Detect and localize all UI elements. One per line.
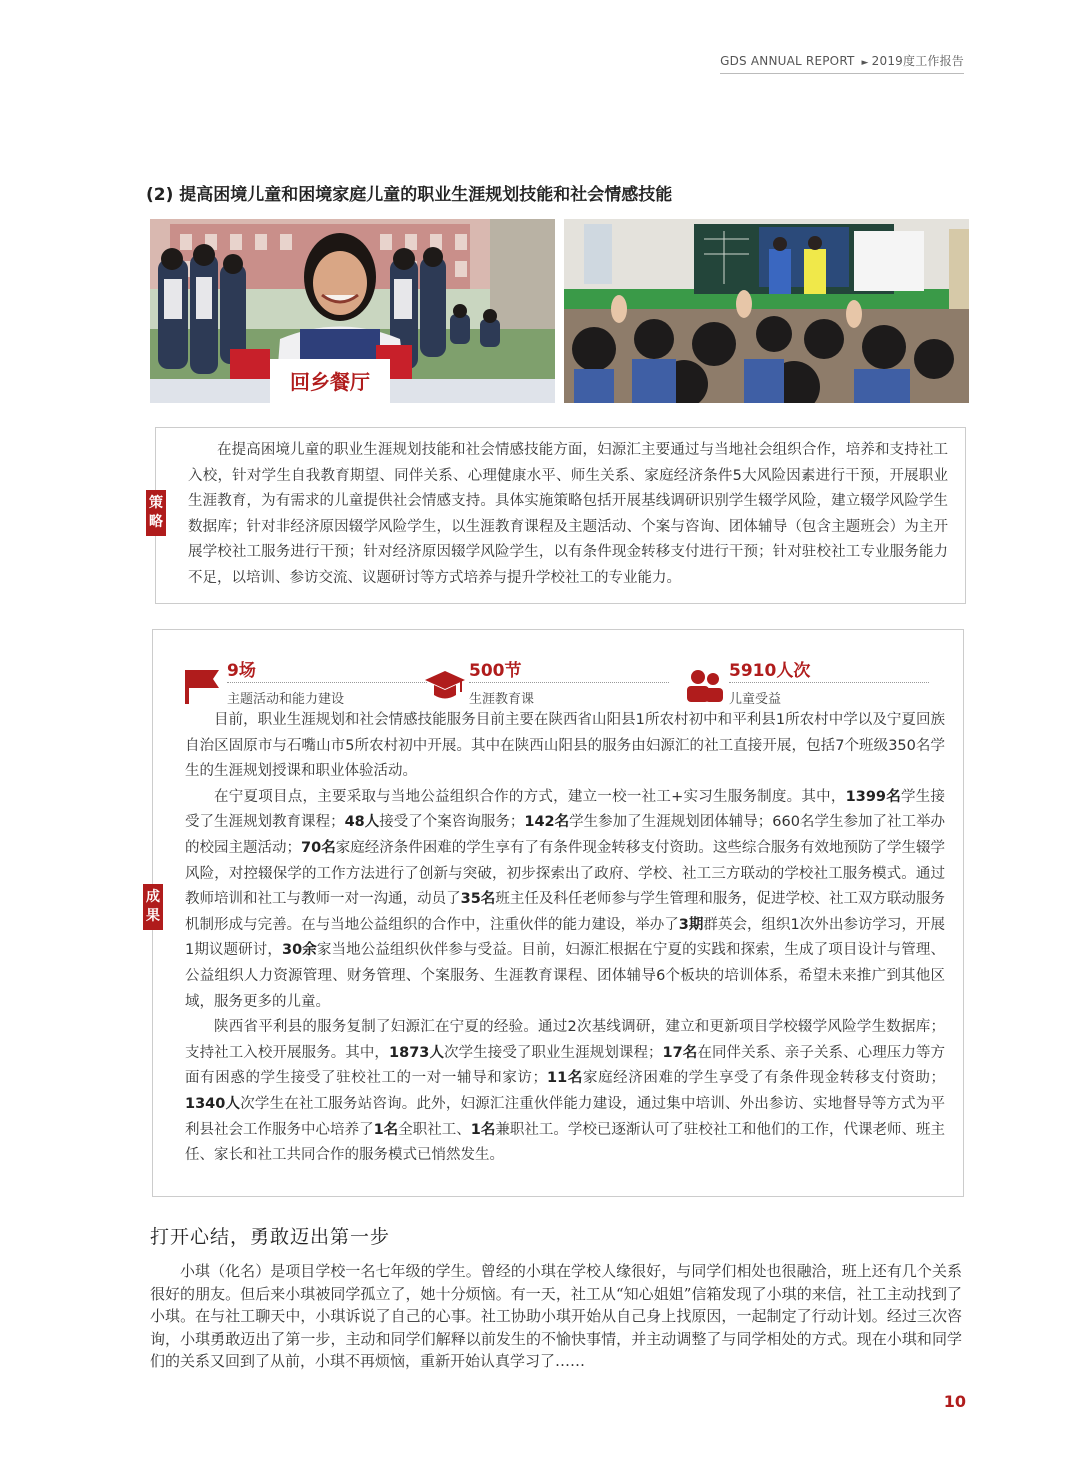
flag-icon [183, 666, 223, 706]
strategy-tag: 策略 [146, 490, 166, 536]
sign-text: 回乡餐厅 [290, 370, 370, 394]
stat-value: 5910人次 [729, 661, 811, 681]
photo-students-outdoor [150, 219, 555, 403]
story-paragraph: 小琪（化名）是项目学校一名七年级的学生。曾经的小琪在学校人缘很好，与同学们相处也很融洽，班上还有几个关系很好的朋友。但后来小琪被同学孤立了，她十分烦恼。有一天，社工从“知心姐姐”信箱发现了小琪的来信，社工主动找到了小琪。在与社工聊天中，小琪诉说了自己的心事。社工协助小琪开始从自己身上找原因，一起制定了行动计划。经过三次咨询，小琪勇敢迈出了第一步，主动和同学们解释以前发生的不愉快事情，并主动调整了与同学相处的方式。现在小琪和同学们的关系又回到了从前，小琪不再烦恼，重新开始认真学习了…… [150, 1262, 962, 1370]
stat-value: 500节 [469, 661, 522, 681]
divider [729, 682, 929, 683]
stat-label: 主题活动和能力建设 [227, 692, 345, 707]
divider [227, 682, 427, 683]
photo-classroom-image [564, 219, 969, 403]
strategy-text: 在提高困境儿童的职业生涯规划技能和社会情感技能方面，妇源汇主要通过与当地社会组织合作，培养和支持社工入校，针对学生自我教育期望、同伴关系、心理健康水平、师生关系、家庭经济条件5大风险因素进行干预，开展职业生涯教育，为有需求的儿童提供社会情感支持。具体实施策略包括开展基线调研识别学生辍学风险，建立辍学风险学生数据库；针对非经济原因辍学风险学生，以生涯教育课程及主题活动、个案与咨询、团体辅导（包含主题班会）为主开展学校社工服务进行干预；针对经济原因辍学风险学生，以有条件现金转移支付进行干预；针对驻校社工专业服务能力不足，以培训、参访交流、议题研讨等方式培养与提升学校社工的专业能力。 [188, 442, 948, 586]
people-icon [685, 666, 725, 706]
results-paragraph-3: 陕西省平利县的服务复制了妇源汇在宁夏的经验。通过2次基线调研，建立和更新项目学校辍学风险学生数据库；支持社工入校开展服务。其中，1873人次学生接受了职业生涯规划课程；17名在同伴关系、亲子关系、心理压力等方面有困惑的学生接受了驻校社工的一对一辅导和家访；11名家庭经济困难的学生享受了有条件现金转移支付资助；1340人次学生在社工服务站咨询。此外，妇源汇注重伙伴能力建设，通过集中培训、外出参访、实地督导等方式为平利县社会工作服务中心培养了1名全职社工、1名兼职社工。学校已逐渐认可了驻校社工和他们的工作，代课老师、班主任、家长和社工共同合作的服务模式已悄然发生。 [185, 1019, 946, 1164]
strategy-paragraph [188, 438, 948, 592]
results-paragraphs [185, 708, 945, 1169]
stat-label: 生涯教育课 [469, 692, 535, 707]
running-header [720, 52, 964, 74]
arrow-icon: ► [861, 58, 869, 68]
graduation-cap-icon [425, 666, 465, 706]
story-body [150, 1260, 962, 1373]
results-paragraph-1: 目前，职业生涯规划和社会情感技能服务目前主要在陕西省山阳县1所农村初中和平利县1所农村中学以及宁夏回族自治区固原市与石嘴山市5所农村初中开展。其中在陕西山阳县的服务由妇源汇的社工直接开展，包括7个班级350名学生的生涯规划授课和职业体验活动。 [185, 712, 945, 780]
report-name: GDS ANNUAL REPORT [720, 54, 855, 68]
section-title: (2) 提高困境儿童和困境家庭儿童的职业生涯规划技能和社会情感技能 [146, 185, 673, 205]
strategy-box [149, 427, 966, 604]
photo-students-outdoor-image [150, 219, 555, 403]
photo-classroom [564, 219, 969, 403]
divider [469, 682, 669, 683]
page-number: 10 [943, 1392, 966, 1411]
story-title: 打开心结，勇敢迈出第一步 [150, 1226, 391, 1248]
results-paragraph-2: 在宁夏项目点，主要采取与当地公益组织合作的方式，建立一校一社工+实习生服务制度。其中，1399名学生接受了生涯规划教育课程；48人接受了个案咨询服务；142名学生参加了生涯规划团体辅导；660名学生参加了社工举办的校园主题活动；70名家庭经济条件困难的学生享有了有条件现金转移支付资助。这些综合服务有效地预防了学生辍学风险，对控辍保学的工作方法进行了创新与突破，初步探索出了政府、学校、社工三方联动的学校社工服务模式。通过教师培训和社工与教师一对一沟通，动员了35名班主任及科任老师参与学生管理和服务，促进学校、社工双方联动服务机制形成与完善。在与当地公益组织的合作中，注重伙伴的能力建设，举办了3期群英会，组织1次外出参访学习，开展1期议题研讨，30余家当地公益组织伙伴参与受益。目前，妇源汇根据在宁夏的实践和探索，生成了项目设计与管理、公益组织人力资源管理、财务管理、个案服务、生涯教育课程、团体辅导6个板块的培训体系，希望未来推广到其他区域，服务更多的儿童。 [185, 788, 946, 1010]
report-section: 2019度工作报告 [871, 54, 964, 68]
stat-value: 9场 [227, 661, 256, 681]
results-box [146, 629, 964, 1197]
results-tag: 成果 [143, 884, 163, 930]
stat-label: 儿童受益 [729, 692, 782, 707]
